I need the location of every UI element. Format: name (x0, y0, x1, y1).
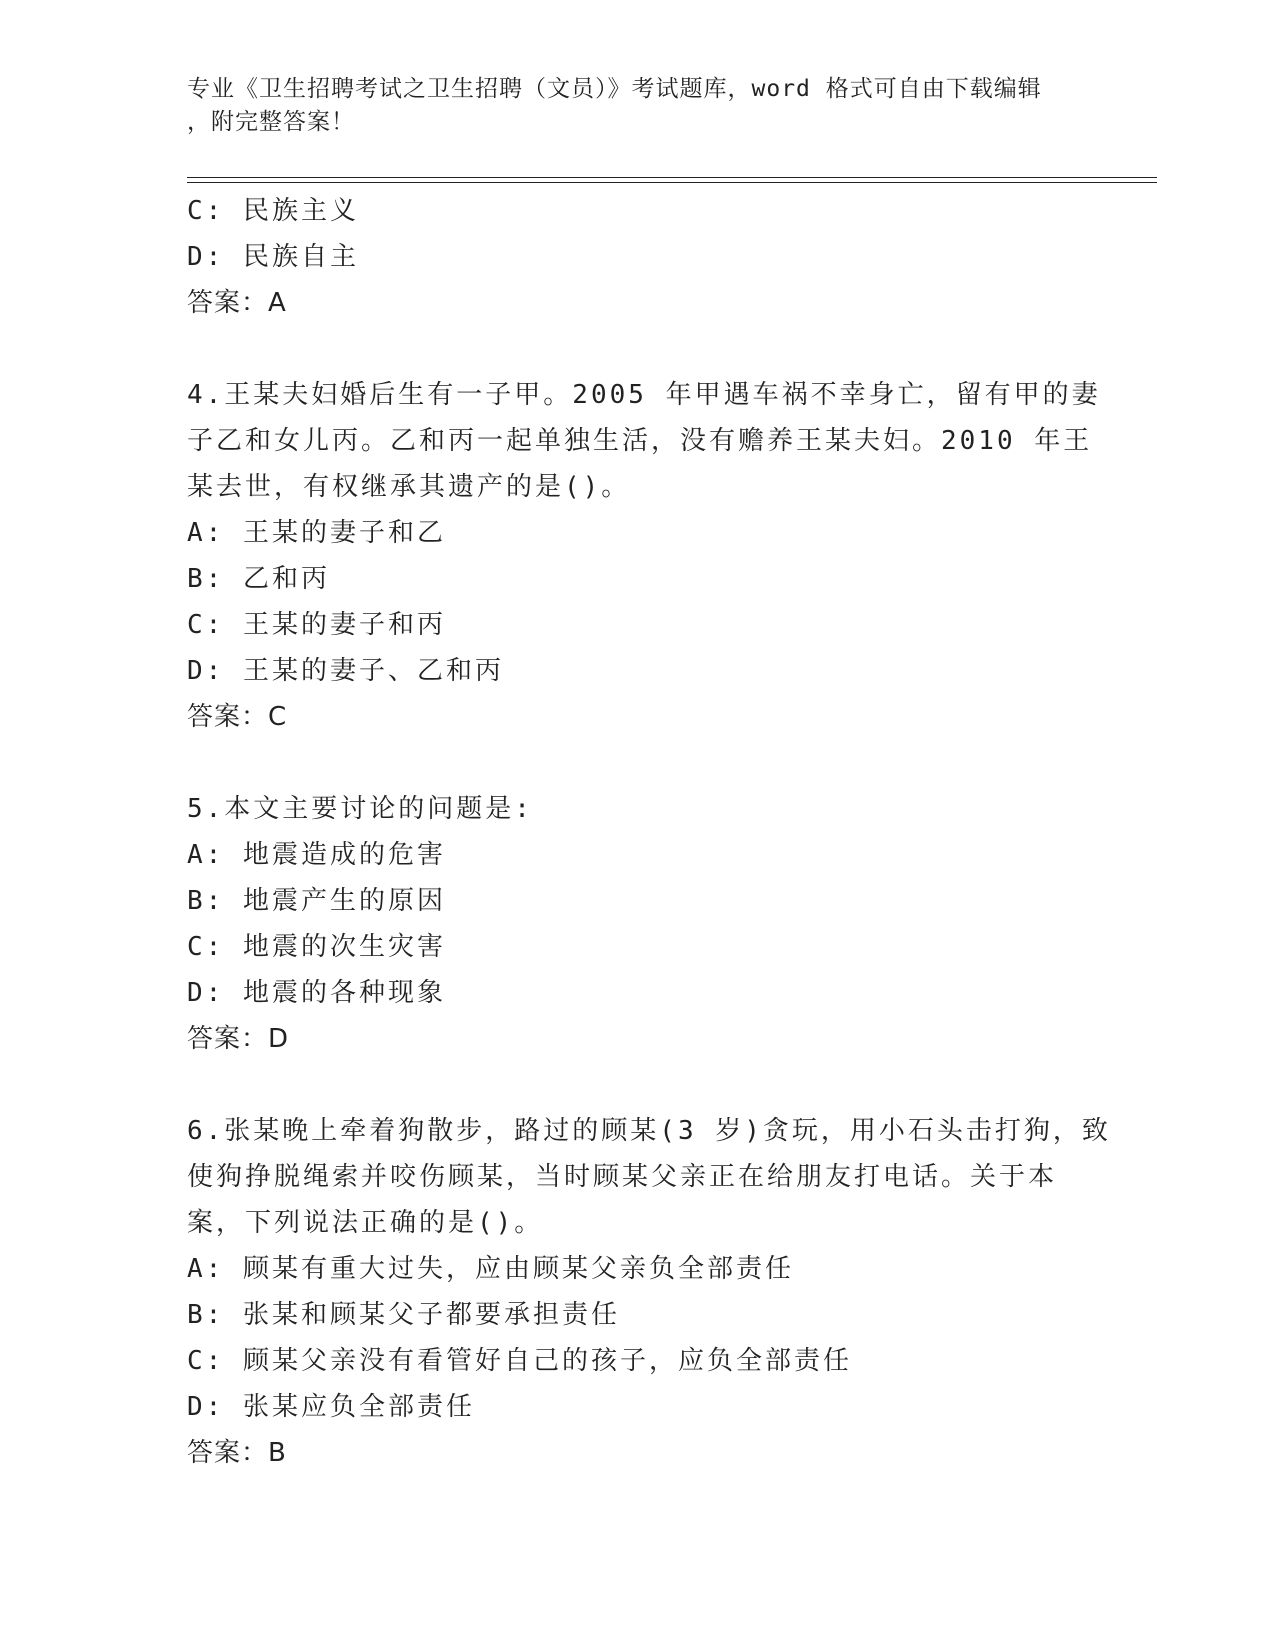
header-divider-top (187, 177, 1157, 178)
question-list (187, 188, 1111, 1476)
question-5 (187, 786, 1087, 1062)
question-3-tail (187, 188, 1087, 326)
option-d: D: 地震的各种现象 (187, 978, 446, 1008)
option-b: B: 地震产生的原因 (187, 886, 446, 916)
answer-line: 答案：D (187, 1024, 290, 1054)
header-line-2: ，附完整答案！ (187, 109, 355, 135)
question-stem-line: 某去世，有权继承其遗产的是()。 (187, 472, 631, 502)
header-line-1: 专业《卫生招聘考试之卫生招聘（文员）》考试题库，word 格式可自由下载编辑 (187, 76, 1042, 102)
option-d: D: 民族自主 (187, 242, 359, 272)
option-b: B: 乙和丙 (187, 564, 330, 594)
option-a: A: 地震造成的危害 (187, 840, 446, 870)
option-c: C: 地震的次生灾害 (187, 932, 446, 962)
header-divider-bottom (187, 182, 1157, 183)
option-d: D: 王某的妻子、乙和丙 (187, 656, 504, 686)
option-c: C: 顾某父亲没有看管好自己的孩子，应负全部责任 (187, 1346, 852, 1376)
spacer (187, 326, 1087, 372)
answer-line: 答案：C (187, 702, 288, 732)
question-4 (187, 372, 1101, 740)
option-c: C: 民族主义 (187, 196, 359, 226)
option-c: C: 王某的妻子和丙 (187, 610, 446, 640)
spacer (187, 740, 1087, 786)
question-stem-line: 5.本文主要讨论的问题是: (187, 794, 533, 824)
option-a: A: 王某的妻子和乙 (187, 518, 446, 548)
question-6 (187, 1108, 1111, 1476)
document-header (187, 73, 1067, 139)
question-stem-line: 案，下列说法正确的是()。 (187, 1208, 544, 1238)
option-b: B: 张某和顾某父子都要承担责任 (187, 1300, 620, 1330)
answer-line: 答案：B (187, 1438, 287, 1468)
question-stem-line: 6.张某晚上牵着狗散步，路过的顾某(3 岁)贪玩，用小石头击打狗，致 (187, 1116, 1111, 1146)
question-stem-line: 子乙和女儿丙。乙和丙一起单独生活，没有赡养王某夫妇。2010 年王 (187, 426, 1093, 456)
spacer (187, 1062, 1087, 1108)
question-stem-line: 使狗挣脱绳索并咬伤顾某，当时顾某父亲正在给朋友打电话。关于本 (187, 1162, 1058, 1192)
answer-line: 答案：A (187, 288, 287, 318)
question-stem-line: 4.王某夫妇婚后生有一子甲。2005 年甲遇车祸不幸身亡，留有甲的妻 (187, 380, 1101, 410)
option-d: D: 张某应负全部责任 (187, 1392, 475, 1422)
option-a: A: 顾某有重大过失，应由顾某父亲负全部责任 (187, 1254, 794, 1284)
